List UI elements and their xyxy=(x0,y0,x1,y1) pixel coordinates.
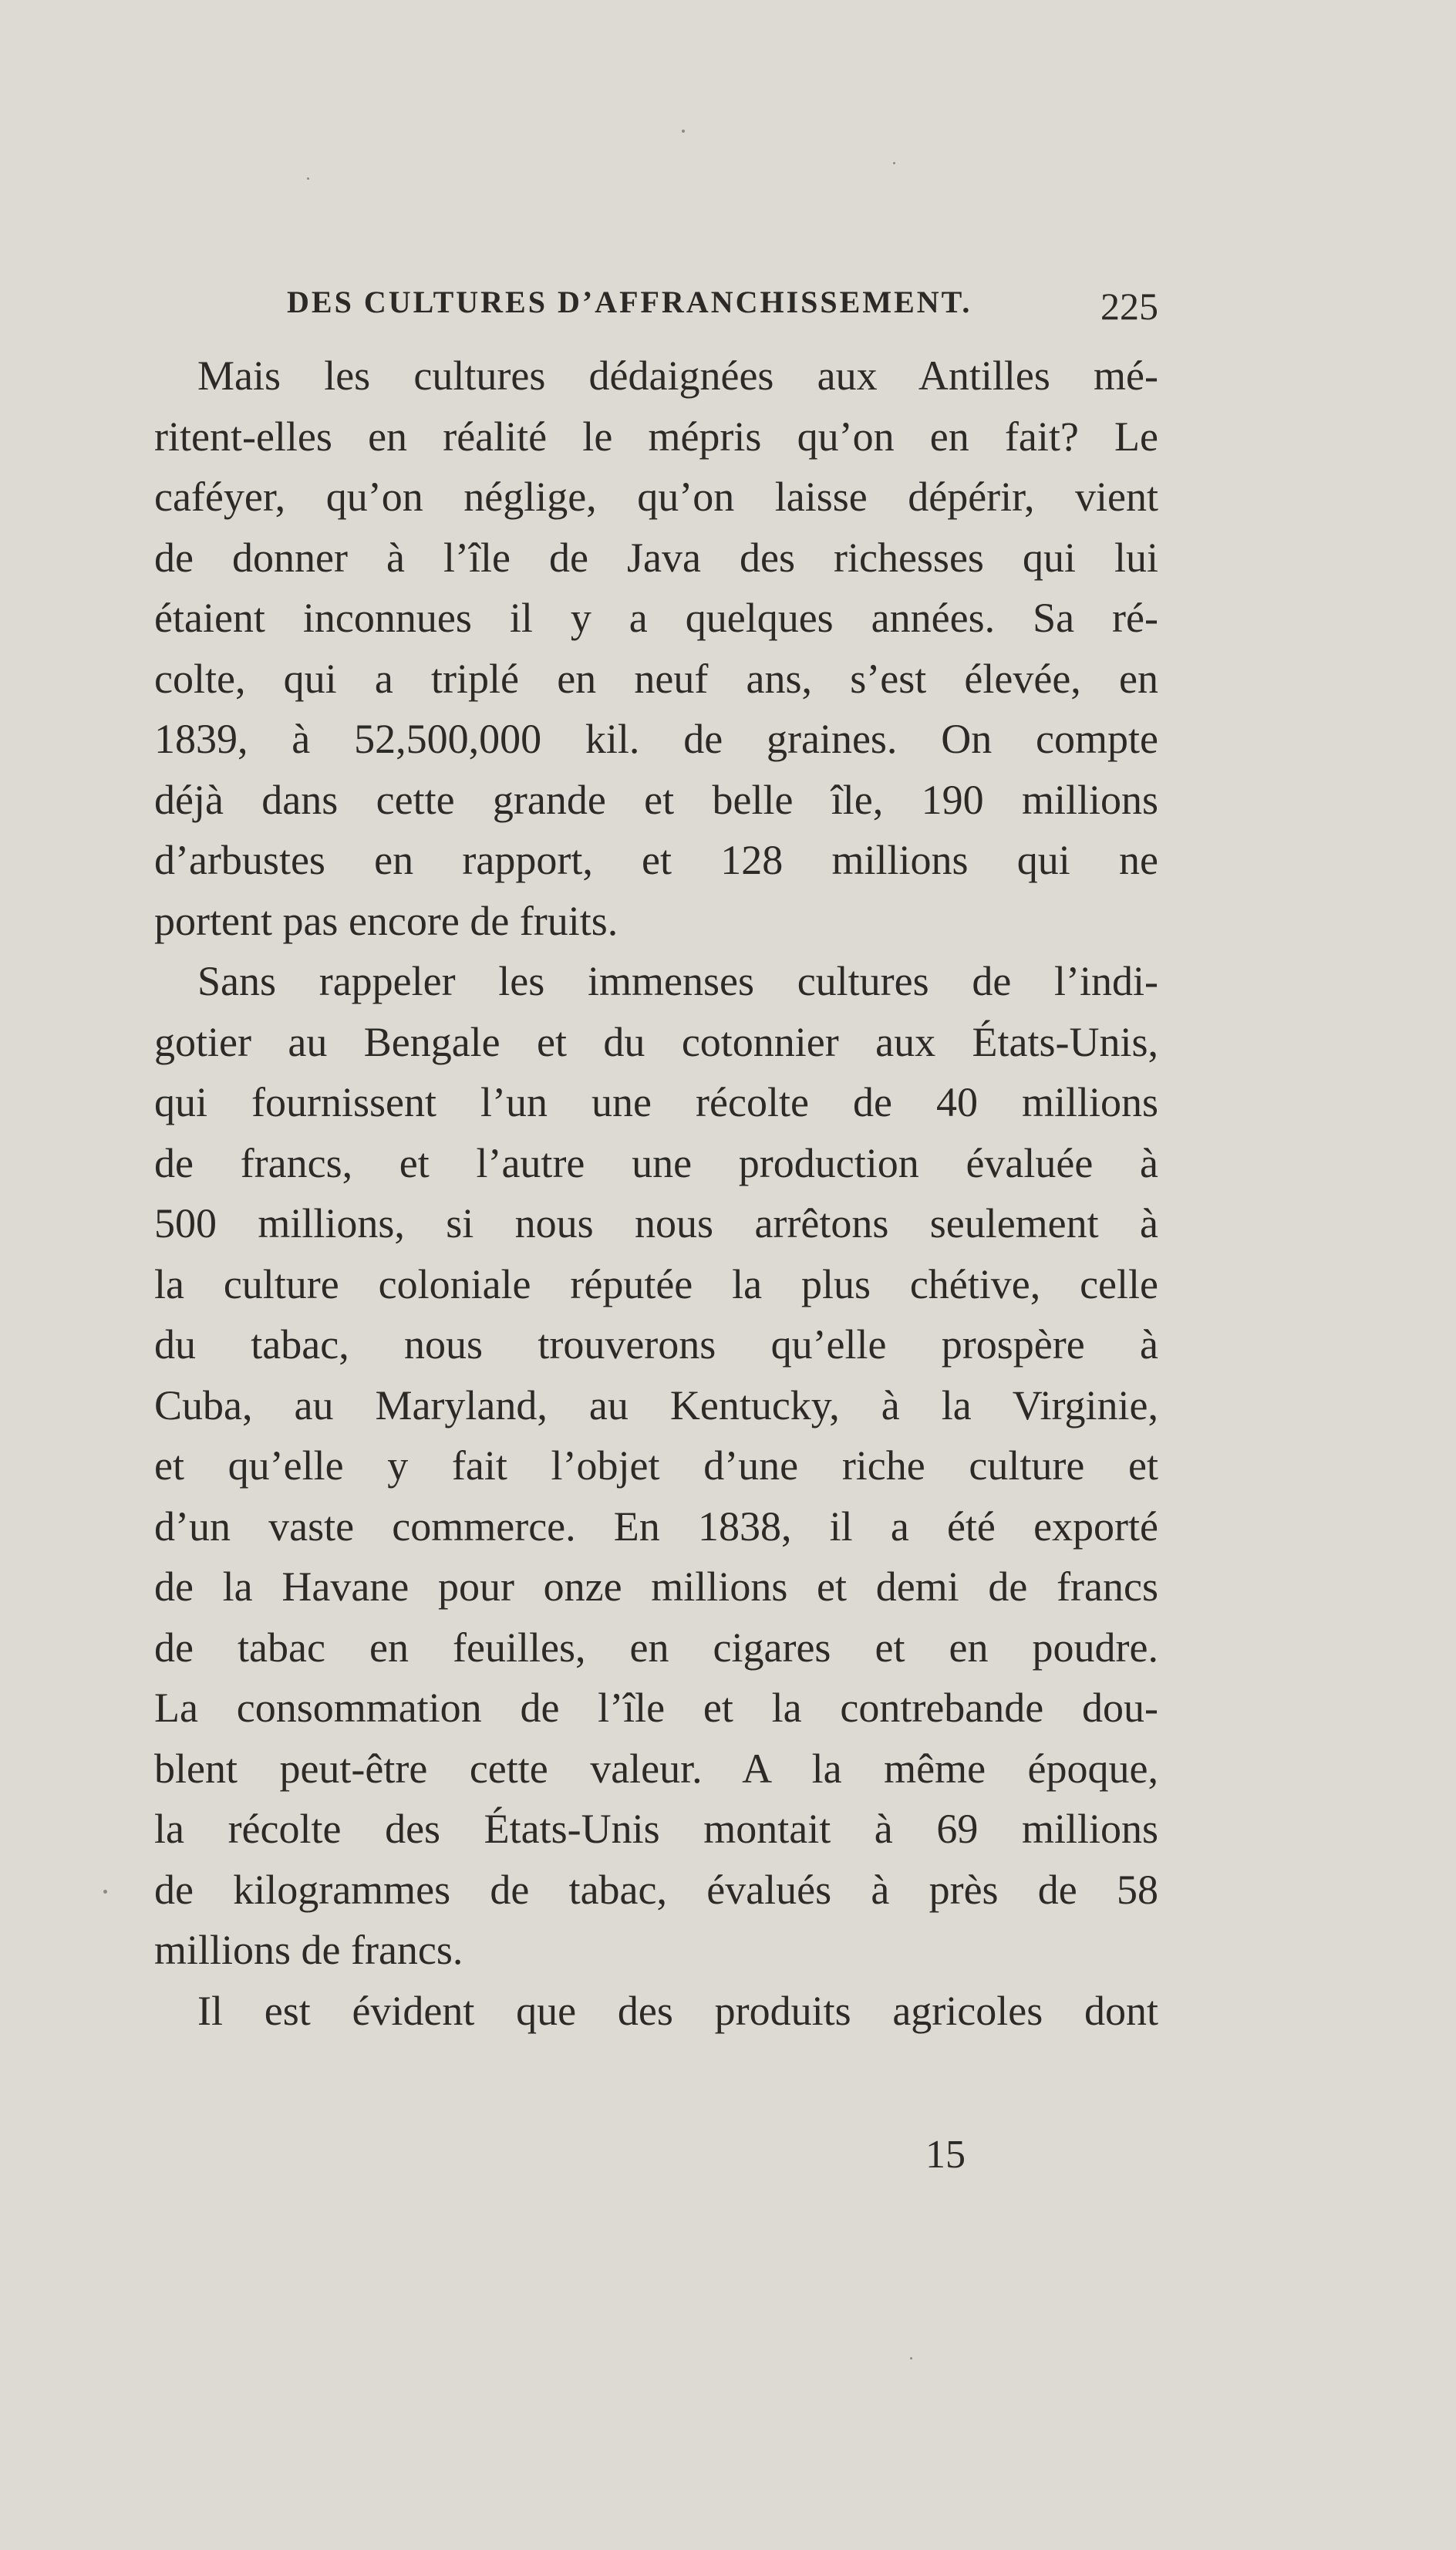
text-line xyxy=(154,1012,1158,1073)
text-line-content: gotier au Bengale et du cotonnier aux États-Unis, xyxy=(154,1018,1158,1065)
signature-mark: 15 xyxy=(925,2133,966,2177)
text-line-content: La consommation de l’île et la contrebande dou- xyxy=(154,1685,1158,1731)
text-line-content: blent peut-être cette valeur. A la même époque, xyxy=(154,1745,1158,1792)
text-line xyxy=(154,830,1158,891)
text-line-content: d’un vaste commerce. En 1838, il a été exporté xyxy=(154,1503,1158,1550)
text-line-content: Sans rappeler les immenses cultures de l’indi- xyxy=(197,958,1158,1004)
body-text xyxy=(154,346,1158,2041)
text-line-content: millions de francs. xyxy=(154,1927,463,1973)
text-line-content: de la Havane pour onze millions et demi de francs xyxy=(154,1563,1158,1610)
text-line xyxy=(154,1314,1158,1375)
text-line xyxy=(154,1496,1158,1557)
text-line-content: Cuba, au Maryland, au Kentucky, à la Virginie, xyxy=(154,1381,1158,1428)
text-line-content: de donner à l’île de Java des richesses qui lui xyxy=(154,534,1158,581)
text-line-content: 1839, à 52,500,000 kil. de graines. On compte xyxy=(154,716,1158,762)
text-line xyxy=(154,1981,1158,2042)
running-head xyxy=(287,284,1158,338)
text-line xyxy=(154,1920,1158,1981)
text-line-content: la récolte des États-Unis montait à 69 millions xyxy=(154,1806,1158,1852)
text-line-content: 500 millions, si nous nous arrêtons seulement à xyxy=(154,1200,1158,1246)
text-line xyxy=(154,1072,1158,1133)
page-number: 225 xyxy=(1100,285,1158,328)
text-line xyxy=(154,1678,1158,1739)
text-line xyxy=(154,770,1158,831)
text-line xyxy=(154,951,1158,1012)
text-line-content: déjà dans cette grande et belle île, 190 millions xyxy=(154,776,1158,823)
text-line-content: caféyer, qu’on néglige, qu’on laisse dépérir, vient xyxy=(154,474,1158,520)
text-line-content: qui fournissent l’un une récolte de 40 millions xyxy=(154,1079,1158,1125)
text-line xyxy=(154,346,1158,406)
text-line xyxy=(154,1193,1158,1254)
text-line xyxy=(154,467,1158,528)
text-line-content: d’arbustes en rapport, et 128 millions qui ne xyxy=(154,837,1158,883)
text-line xyxy=(154,1617,1158,1678)
text-line xyxy=(154,649,1158,710)
paper-speck xyxy=(910,2357,912,2359)
text-line xyxy=(154,1799,1158,1860)
text-line xyxy=(154,528,1158,589)
text-line-content: de kilogrammes de tabac, évalués à près de 58 xyxy=(154,1866,1158,1913)
text-line-content: de francs, et l’autre une production évaluée à xyxy=(154,1139,1158,1186)
text-line xyxy=(154,1435,1158,1496)
text-line-content: de tabac en feuilles, en cigares et en poudre. xyxy=(154,1624,1158,1671)
text-line-content: colte, qui a triplé en neuf ans, s’est élevée, en xyxy=(154,655,1158,702)
paper-speck xyxy=(307,177,309,180)
text-line-content: Il est évident que des produits agricoles dont xyxy=(197,1987,1158,2034)
text-line-content: du tabac, nous trouverons qu’elle prospère à xyxy=(154,1321,1158,1368)
text-line-content: ritent-elles en réalité le mépris qu’on en fait? Le xyxy=(154,413,1158,460)
text-line xyxy=(154,709,1158,770)
paper-speck xyxy=(893,162,895,164)
text-line xyxy=(154,1860,1158,1921)
text-line xyxy=(154,1739,1158,1800)
text-line xyxy=(154,1375,1158,1436)
running-title: DES CULTURES D’AFFRANCHISSEMENT. xyxy=(287,285,972,319)
text-line-content: étaient inconnues il y a quelques années. Sa ré- xyxy=(154,595,1158,641)
text-line xyxy=(154,891,1158,952)
text-line-content: et qu’elle y fait l’objet d’une riche culture et xyxy=(154,1442,1158,1489)
paper-speck xyxy=(682,130,685,133)
paper-speck xyxy=(103,1890,107,1894)
text-line xyxy=(154,1133,1158,1194)
text-line xyxy=(154,588,1158,649)
text-line-content: la culture coloniale réputée la plus chétive, celle xyxy=(154,1260,1158,1307)
text-line xyxy=(154,1557,1158,1617)
text-line xyxy=(154,1254,1158,1315)
text-line xyxy=(154,406,1158,467)
text-line-content: portent pas encore de fruits. xyxy=(154,897,618,944)
text-line-content: Mais les cultures dédaignées aux Antilles mé- xyxy=(197,352,1158,399)
